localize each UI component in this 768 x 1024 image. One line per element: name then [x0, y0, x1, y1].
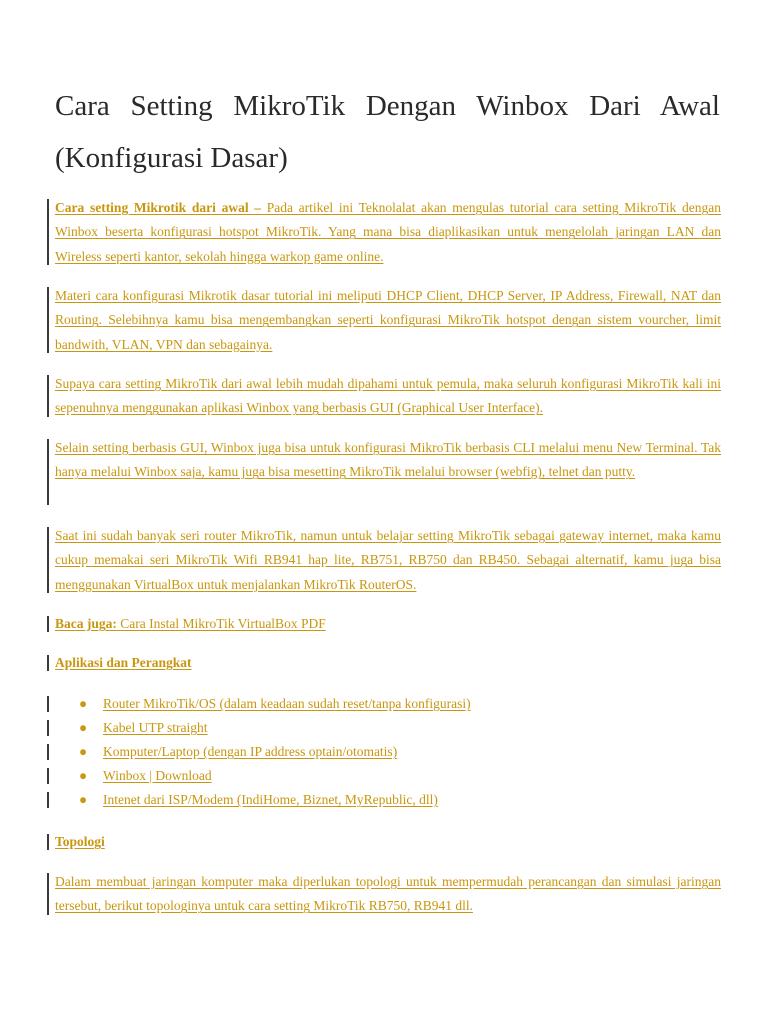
baca-juga-label: Baca juga:	[55, 616, 117, 631]
list-item[interactable]	[79, 716, 207, 740]
paragraph-supaya[interactable]: Supaya cara setting MikroTik dari awal lebih mudah dipahami untuk pemula, maka seluruh konfigurasi MikroTik kali ini sepenuhnya menggunakan aplikasi Winbox yang berbasis GUI (Graphical User Interface).	[55, 376, 721, 416]
quote-bar	[47, 720, 49, 736]
quote-bar	[47, 655, 49, 671]
quote-bar	[47, 834, 49, 850]
baca-juga-title: Cara Instal MikroTik VirtualBox PDF	[116, 616, 326, 631]
quote-bar	[47, 375, 49, 417]
list-item[interactable]	[79, 788, 438, 812]
intro-lead: Cara setting Mikrotik dari awal –	[55, 200, 262, 215]
section-heading-topologi: Topologi	[55, 834, 105, 849]
quote-bar	[47, 527, 49, 593]
list-item[interactable]	[79, 764, 212, 788]
list-item[interactable]	[79, 740, 397, 764]
page-title: Cara Setting MikroTik Dengan Winbox Dari Awal (Konfigurasi Dasar)	[55, 90, 720, 174]
quote-bar	[47, 792, 49, 808]
quote-bar	[47, 744, 49, 760]
list-item-text: Intenet dari ISP/Modem (IndiHome, Biznet, MyRepublic, dll)	[103, 792, 438, 807]
list-item-text: Router MikroTik/OS (dalam keadaan sudah reset/tanpa konfigurasi)	[103, 696, 471, 711]
quote-bar	[47, 616, 49, 632]
list-item-text: Komputer/Laptop (dengan IP address optain/otomatis)	[103, 744, 398, 759]
quote-bar	[47, 199, 49, 265]
list-item-text: Kabel UTP straight	[103, 720, 208, 735]
paragraph-selain[interactable]: Selain setting berbasis GUI, Winbox juga bisa untuk konfigurasi MikroTik berbasis CLI melalui menu New Terminal. Tak hanya melalui Winbox saja, kamu juga bisa mesetting MikroTik melalui browser (webfig), telnet dan putty.	[55, 440, 721, 480]
paragraph-materi[interactable]: Materi cara konfigurasi Mikrotik dasar tutorial ini meliputi DHCP Client, DHCP Server, IP Address, Firewall, NAT dan Routing. Selebihnya kamu bisa mengembangkan seperti konfigurasi MikroTik hotspot dengan sistem vourcher, limit bandwith, VLAN, VPN dan sebagainya.	[55, 288, 721, 352]
bullet-icon: ●	[79, 744, 88, 759]
quote-bar	[47, 696, 49, 712]
baca-juga-link[interactable]	[55, 612, 721, 636]
quote-bar	[47, 439, 49, 505]
paragraph-topologi[interactable]: Dalam membuat jaringan komputer maka diperlukan topologi untuk mempermudah perancangan dan simulasi jaringan tersebut, berikut topologinya untuk cara setting MikroTik RB750, RB941 dll.	[55, 874, 721, 914]
section-heading-aplikasi: Aplikasi dan Perangkat	[55, 655, 192, 670]
paragraph-saat-ini[interactable]: Saat ini sudah banyak seri router MikroTik, namun untuk belajar setting MikroTik sebagai gateway internet, maka kamu cukup memakai seri MikroTik Wifi RB941 hap lite, RB751, RB750 dan RB450. Sebagai alternatif, kamu juga bisa menggunakan VirtualBox untuk menjalankan MikroTik RouterOS.	[55, 528, 721, 592]
list-item-text: Winbox | Download	[103, 768, 212, 783]
bullet-icon: ●	[79, 792, 88, 807]
bullet-icon: ●	[79, 720, 88, 735]
intro-text: Pada artikel ini Teknolalat akan mengulas tutorial cara setting MikroTik dengan Winbox beserta konfigurasi hotspot MikroTik. Yang mana bisa diaplikasikan untuk mengelolah jaringan LAN dan Wireless seperti kantor, sekolah hingga warkop game online.	[55, 200, 721, 264]
quote-bar	[47, 287, 49, 353]
bullet-icon: ●	[79, 696, 88, 711]
quote-bar	[47, 873, 49, 915]
list-item[interactable]	[79, 692, 471, 716]
intro-paragraph[interactable]	[55, 196, 721, 269]
bullet-icon: ●	[79, 768, 88, 783]
quote-bar	[47, 768, 49, 784]
